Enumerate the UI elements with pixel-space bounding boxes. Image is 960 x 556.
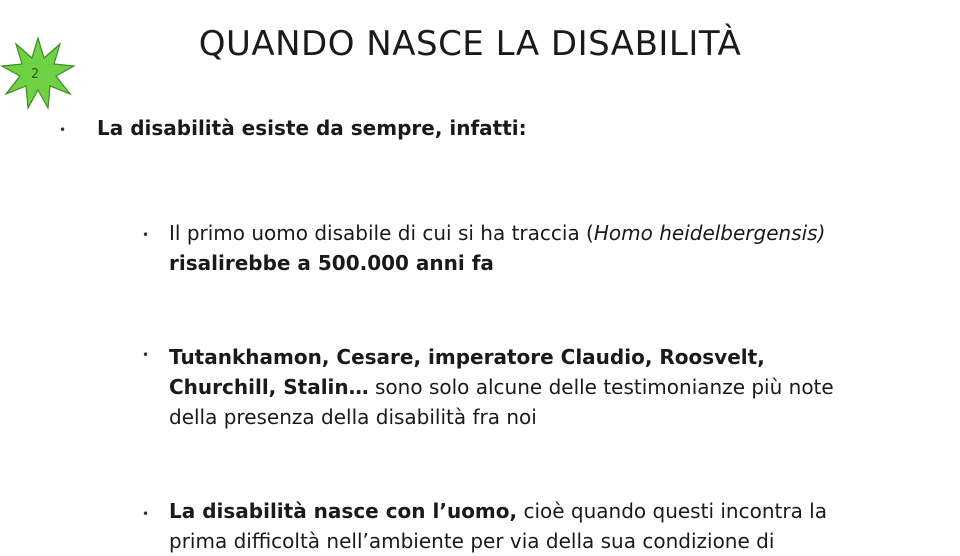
bullet-marker: • [142, 228, 150, 242]
point-historical-figures [169, 342, 869, 432]
bullet-marker: • [142, 348, 150, 362]
point-prehistory [169, 218, 869, 278]
point-text: sono solo alcune delle testimonianze più note della presenza della disabilità fra noi [169, 375, 834, 429]
point-text: Il primo uomo disabile di cui si ha traccia ( [169, 221, 594, 245]
bullet-marker: • [142, 507, 150, 521]
point-origin [169, 496, 869, 556]
point-text-bold: Tutankhamon, Cesare, imperatore Claudio, Roosvelt, Churchill, Stalin… [169, 345, 765, 399]
point-text-italic: Homo heidelbergensis) [593, 221, 826, 245]
slide-number: 2 [30, 66, 40, 82]
point-text-bold: La disabilità nasce con l’uomo, [169, 499, 518, 523]
bullet-marker: • [59, 123, 67, 137]
point-text-bold: risalirebbe a 500.000 anni fa [169, 251, 494, 275]
intro-text: La disabilità esiste da sempre, infatti: [97, 116, 527, 140]
slide-number-badge [0, 36, 76, 112]
slide-title: QUANDO NASCE LA DISABILITÀ [198, 24, 742, 64]
point-text: cioè quando questi incontra la prima difficoltà nell’ambiente per via della sua condizione di [169, 499, 827, 553]
